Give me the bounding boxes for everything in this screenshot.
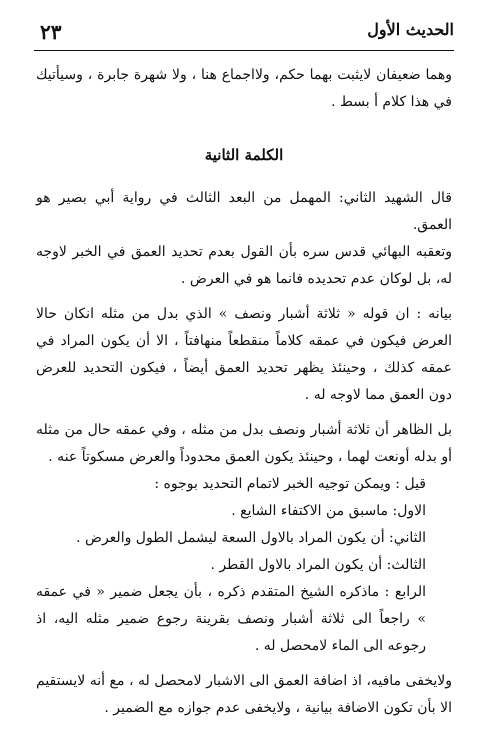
bayanuhu-paragraph: بيانه : ان قوله « ثلاثة أشبار ونصف » الذي بدل من مثله انكان حالا العرض فيكون في عمقه كلاماً منقطعاً منهافتاً ، الا أن يكون المراد في عمقه كذلك ، وحينئذ يظهر تحديد العمق أيضاً ، فيكون التحديد للعرض دون العمق مما لاوجه له . xyxy=(36,306,452,403)
fourth-point: الرابع : ماذكره الشيخ المتقدم ذكره ، بأن يجعل ضمير « في عمقه » راجعاً الى ثلاثة أشبار ونصف بقرينة رجوع ضمير مثله اليه، اذ رجوعه الى الماء لامحصل له . xyxy=(36,584,426,654)
section-title: الكلمة الثانية xyxy=(204,146,284,164)
body-text xyxy=(36,62,452,722)
intro-paragraph: وهما ضعيفان لايثبت بهما حكم، ولااجماع هنا ، ولا شهرة جابرة ، وسيأتيك في هذا كلام أ بسط . xyxy=(36,67,452,110)
zahir-paragraph: بل الظاهر أن ثلاثة أشبار ونصف بدل من مثله ، وفي عمقه حال من مثله أو بدله أونعت لهما ، وحينئذ يكون العمق محدوداً والعرض مسكوتاً عنه . xyxy=(36,422,452,465)
page-header xyxy=(34,14,454,51)
qil-paragraph: قيل : ويمكن توجيه الخبر لاتمام التحديد بوجوه : xyxy=(154,476,426,492)
third-point: الثالث: أن يكون المراد بالاول القطر . xyxy=(210,557,426,573)
second-point: الثاني: أن يكون المراد بالاول السعة ليشمل الطول والعرض . xyxy=(76,530,426,546)
closing-paragraph: ولايخفى مافيه، اذ اضافة العمق الى الاشبار لامحصل له ، مع أنه لايستقيم الا بأن تكون الاضافة بيانية ، ولايخفى عدم جوازه مع الضمير . xyxy=(36,673,452,716)
shahid-paragraph: قال الشهيد الثاني: المهمل من البعد الثالث في رواية أبي بصير هو العمق. xyxy=(36,190,452,233)
page-number: ٢٣ xyxy=(40,20,62,44)
first-point: الاول: ماسبق من الاكتفاء الشايع . xyxy=(231,503,426,519)
running-title: الحديث الأول xyxy=(367,20,454,39)
bahai-paragraph: وتعقبه البهائي قدس سره بأن القول بعدم تحديد العمق في الخبر لاوجه له، بل لوكان عدم تحديده فانما هو في العرض . xyxy=(36,244,452,287)
